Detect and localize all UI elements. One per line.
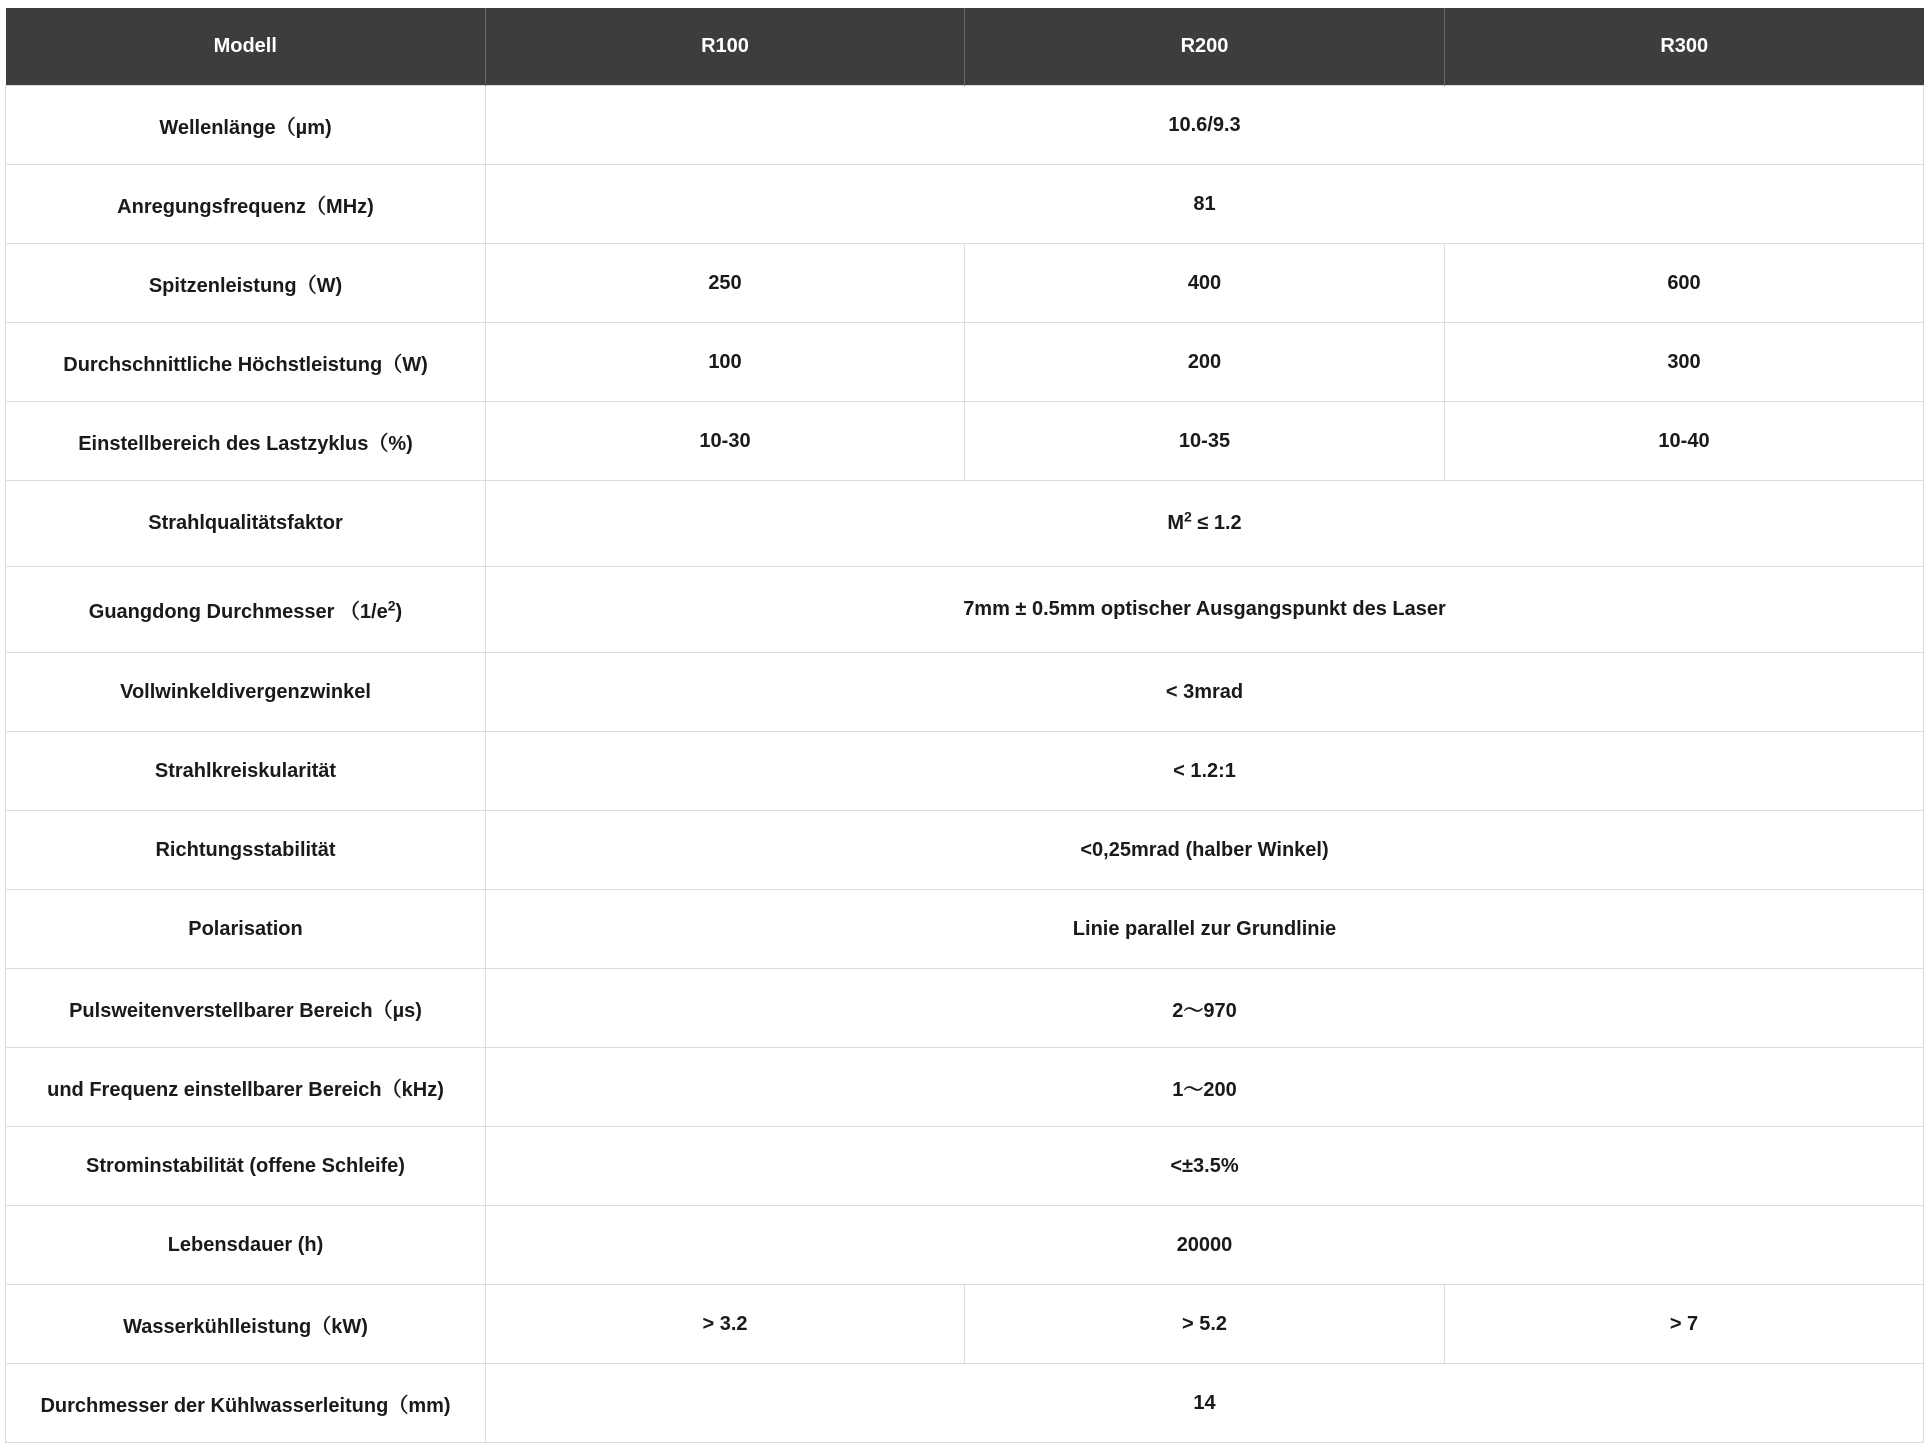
row-value-r200: 10-35 [965, 402, 1445, 481]
label-superscript: 2 [387, 597, 396, 614]
label-prefix: Guangdong Durchmesser （1/e [88, 601, 388, 623]
row-label: Polarisation [6, 890, 486, 969]
label-suffix: ) [395, 601, 403, 623]
row-value: 10.6/9.3 [486, 86, 1924, 165]
table-row [6, 481, 1924, 567]
row-value: Linie parallel zur Grundlinie [486, 890, 1924, 969]
table-row [6, 244, 1924, 323]
row-value: < 1.2:1 [486, 732, 1924, 811]
row-label: Lebensdauer (h) [6, 1206, 486, 1285]
row-label: Anregungsfrequenz（MHz) [6, 165, 486, 244]
header-cell-modell: Modell [6, 8, 486, 86]
spec-table [5, 8, 1924, 1443]
row-value-r100: 250 [486, 244, 965, 323]
row-label [6, 567, 486, 653]
row-label: und Frequenz einstellbarer Bereich（kHz) [6, 1048, 486, 1127]
row-label: Einstellbereich des Lastzyklus（%) [6, 402, 486, 481]
row-label: Strominstabilität (offene Schleife) [6, 1127, 486, 1206]
table-row [6, 1048, 1924, 1127]
row-value: 1～200 [486, 1048, 1924, 1127]
row-value: 14 [486, 1364, 1924, 1443]
row-label: Spitzenleistung（W) [6, 244, 486, 323]
row-value-r300: 10-40 [1445, 402, 1924, 481]
row-value-r100: 100 [486, 323, 965, 402]
header-cell-r300: R300 [1445, 8, 1924, 86]
value-superscript: 2 [1183, 508, 1192, 525]
row-value: 20000 [486, 1206, 1924, 1285]
row-value [486, 481, 1924, 567]
row-label: Richtungsstabilität [6, 811, 486, 890]
row-value-r300: 600 [1445, 244, 1924, 323]
row-label: Pulsweitenverstellbarer Bereich（µs) [6, 969, 486, 1048]
table-header [6, 8, 1924, 86]
table-row [6, 890, 1924, 969]
table-row [6, 86, 1924, 165]
row-value: <0,25mrad (halber Winkel) [486, 811, 1924, 890]
header-cell-r200: R200 [965, 8, 1445, 86]
header-row [6, 8, 1924, 86]
table-body [6, 86, 1924, 1443]
row-label: Vollwinkeldivergenzwinkel [6, 653, 486, 732]
row-value-r300: 300 [1445, 323, 1924, 402]
table-row [6, 653, 1924, 732]
row-value-r200: 200 [965, 323, 1445, 402]
row-value-r100: > 3.2 [486, 1285, 965, 1364]
table-row [6, 811, 1924, 890]
table-row [6, 1285, 1924, 1364]
row-value-r300: > 7 [1445, 1285, 1924, 1364]
row-value: < 3mrad [486, 653, 1924, 732]
row-label: Strahlqualitätsfaktor [6, 481, 486, 567]
row-value-r200: > 5.2 [965, 1285, 1445, 1364]
row-value: 2～970 [486, 969, 1924, 1048]
row-label: Strahlkreiskularität [6, 732, 486, 811]
row-value-r200: 400 [965, 244, 1445, 323]
row-value: 81 [486, 165, 1924, 244]
table-row [6, 1206, 1924, 1285]
table-row [6, 402, 1924, 481]
row-value-r100: 10-30 [486, 402, 965, 481]
row-label: Durchschnittliche Höchstleistung（W) [6, 323, 486, 402]
row-label: Wasserkühlleistung（kW) [6, 1285, 486, 1364]
table-row [6, 1127, 1924, 1206]
table-row [6, 1364, 1924, 1443]
value-prefix: M [1167, 512, 1184, 534]
spec-table-container [5, 8, 1923, 1443]
table-row [6, 567, 1924, 653]
table-row [6, 969, 1924, 1048]
row-value: 7mm ± 0.5mm optischer Ausgangspunkt des Laser [486, 567, 1924, 653]
value-suffix: ≤ 1.2 [1191, 512, 1242, 534]
header-cell-r100: R100 [486, 8, 965, 86]
table-row [6, 165, 1924, 244]
row-label: Wellenlänge（µm) [6, 86, 486, 165]
table-row [6, 323, 1924, 402]
row-label: Durchmesser der Kühlwasserleitung（mm) [6, 1364, 486, 1443]
row-value: <±3.5% [486, 1127, 1924, 1206]
table-row [6, 732, 1924, 811]
